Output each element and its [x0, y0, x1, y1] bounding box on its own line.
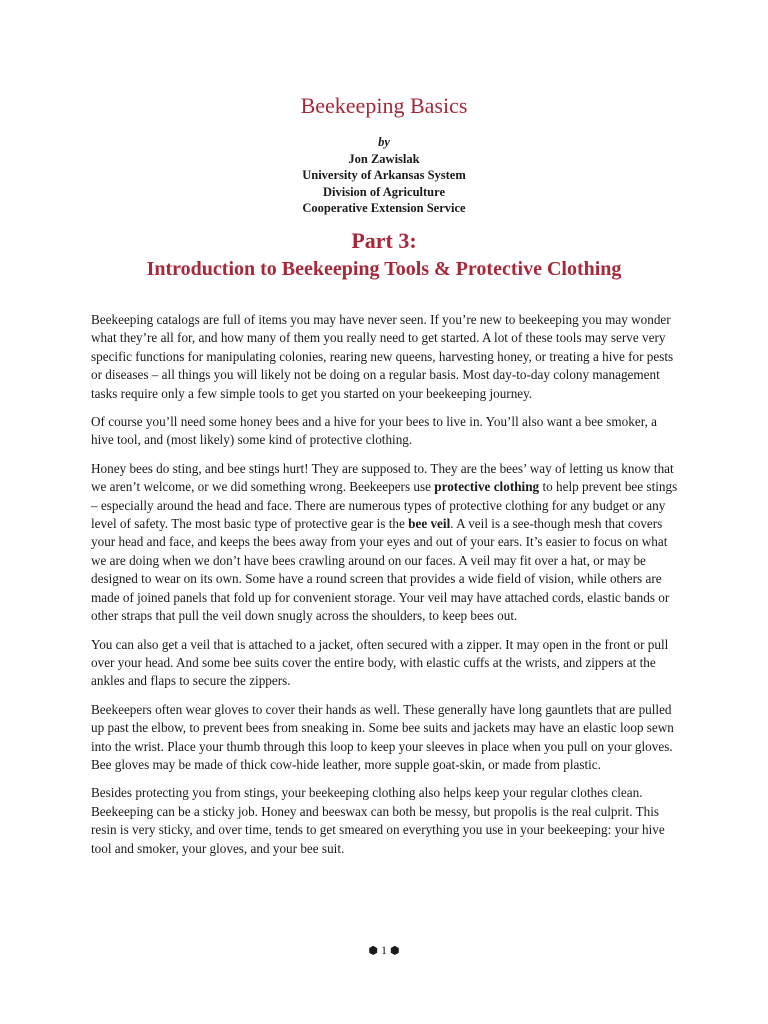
paragraph-text: Honey bees do sting, and bee stings hurt! They are supposed to. They are the bees’ way of letting us know that we aren’t welcome, or we did something wrong. Beekeepers use: [91, 460, 674, 495]
paragraph-clean-clothes: Besides protecting you from stings, your beekeeping clothing also helps keep your regular clothes clean. Beekeeping can be a sticky job. Honey and beeswax can both be messy, but propolis is the real culprit. This resin is very sticky, and over time, tends to get smeared on everything you use in your beekeeping: your hive tool and smoker, your gloves, and your bee suit.: [91, 785, 665, 856]
affiliation-university: University of Arkansas System: [302, 168, 466, 182]
paragraph-text: to help prevent bee stings – especially around the head and face. There are numerous types of protective clothing for any budget or any level of safety. The most basic type of protective gear is the: [91, 479, 678, 532]
author-name: Jon Zawislak: [348, 151, 420, 166]
term-bee-veil: bee veil: [408, 516, 451, 532]
byline-by: by: [378, 135, 390, 149]
paragraph-jackets-suits: You can also get a veil that is attached to a jacket, often secured with a zipper. It may open in the front or pull over your head. And some bee suits cover the entire body, with elastic cuffs at the wrists, and zippers at the ankles and flaps to secure the zippers.: [91, 636, 669, 689]
document-title: Beekeeping Basics: [300, 93, 468, 118]
body-text: [91, 311, 683, 868]
hexagon-icon: ⬢: [368, 945, 378, 957]
byline: [0, 134, 768, 217]
hexagon-icon: ⬢: [390, 945, 400, 957]
paragraph-stings-veil: [91, 460, 683, 626]
affiliation-division: Division of Agriculture: [323, 184, 445, 199]
affiliation-extension: Cooperative Extension Service: [302, 201, 466, 215]
section-subtitle: Introduction to Beekeeping Tools & Protective Clothing: [146, 258, 622, 280]
paragraph-gloves: Beekeepers often wear gloves to cover their hands as well. These generally have long gauntlets that are pulled up past the elbow, to prevent bees from sneaking in. Some bee suits and jackets may have an elastic loop sewn into the wrist. Place your thumb through this loop to keep your sleeves in place when you pull on your gloves. Bee gloves may be made of thick cow-hide leather, more supple goat-skin, or made from plastic.: [91, 701, 674, 772]
paragraph-essentials: Of course you’ll need some honey bees and a hive for your bees to live in. You’ll also want a bee smoker, a hive tool, and (most likely) some kind of protective clothing.: [91, 414, 658, 448]
page-number: 1: [381, 943, 387, 957]
term-protective-clothing: protective clothing: [434, 479, 540, 495]
part-heading: Part 3:: [351, 228, 417, 253]
page-footer: [0, 942, 768, 959]
paragraph-catalogs: Beekeeping catalogs are full of items you may have never seen. If you’re new to beekeeping you may wonder what they’re all for, and how many of them you really need to get started. A lot of these tools may serve very specific functions for manipulating colonies, rearing new queens, harvesting honey, or treating a hive for pests or diseases – all things you will likely not be doing on a regular basis. Most day-to-day colony management tasks require only a few simple tools to get you started on your beekeeping journey.: [91, 312, 674, 401]
paragraph-text: . A veil is a see-though mesh that covers your head and face, and keeps the bees away from your eyes and out of your ears. It’s easier to focus on what we are doing when we don’t have bees crawling around on our faces. A veil may fit over a hat, or may be designed to wear on its own. Some have a round screen that provides a wide field of vision, while others are made of joined panels that fold up for convenient storage. Your veil may have attached cords, elastic bands or other straps that pull the veil down snugly across the shoulders, to keep bees out.: [91, 516, 670, 624]
